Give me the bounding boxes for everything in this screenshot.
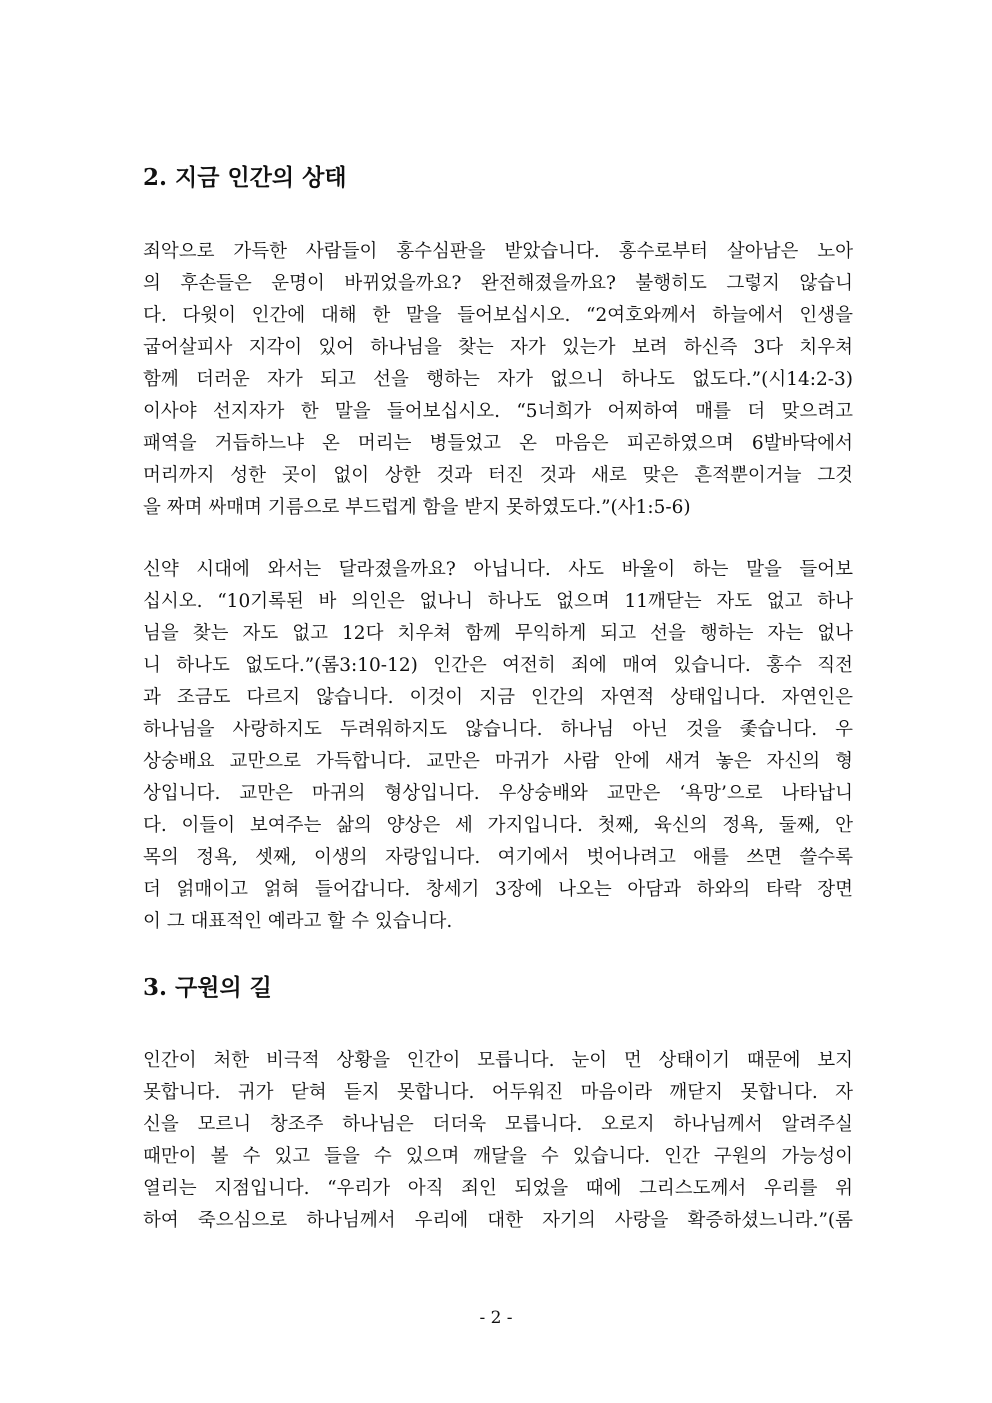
paragraph-line: 이사야 선지자가 한 말을 들어보십시오. “5너희가 어찌하여 매를 더 맞으려고 — [143, 401, 853, 422]
paragraph-line: 신약 시대에 와서는 달라졌을까요? 아닙니다. 사도 바울이 하는 말을 들어보 — [143, 559, 853, 580]
paragraph-line: 못합니다. 귀가 닫혀 듣지 못합니다. 어두워진 마음이라 깨닫지 못합니다. 자 — [143, 1082, 853, 1103]
paragraph-flood-and-prophets — [143, 236, 853, 524]
paragraph-line: 함께 더러운 자가 되고 선을 행하는 자가 없으니 하나도 없도다.”(시14:2-3) — [143, 369, 853, 390]
paragraph-line: 상입니다. 교만은 마귀의 형상입니다. 우상숭배와 교만은 ‘욕망’으로 나타납니 — [143, 783, 853, 804]
paragraph-line: 더 얽매이고 얽혀 들어갑니다. 창세기 3장에 나오는 아담과 하와의 타락 장면 — [143, 879, 853, 900]
paragraph-new-testament — [143, 554, 853, 938]
paragraph-line: 니 하나도 없도다.”(롬3:10-12) 인간은 여전히 죄에 매여 있습니다. 홍수 직전 — [143, 655, 853, 676]
page-number: - 2 - — [479, 1308, 513, 1328]
paragraph-line: 신을 모르니 창조주 하나님은 더더욱 모릅니다. 오로지 하나님께서 알려주실 — [143, 1114, 853, 1135]
paragraph-line: 님을 찾는 자도 없고 12다 치우쳐 함께 무익하게 되고 선을 행하는 자는 없나 — [143, 623, 853, 644]
paragraph-line: 을 짜며 싸매며 기름으로 부드럽게 함을 받지 못하였도다.”(사1:5-6) — [143, 497, 691, 518]
paragraph-line: 목의 정욕, 셋째, 이생의 자랑입니다. 여기에서 벗어나려고 애를 쓰면 쓸수록 — [143, 847, 853, 868]
paragraph-line: 머리까지 성한 곳이 없이 상한 것과 터진 것과 새로 맞은 흔적뿐이거늘 그것 — [143, 465, 853, 486]
paragraph-line: 열리는 지점입니다. “우리가 아직 죄인 되었을 때에 그리스도께서 우리를 위 — [143, 1178, 853, 1199]
section-heading-way-of-salvation: 3. 구원의 길 — [143, 974, 272, 1001]
paragraph-line: 패역을 거듭하느냐 온 머리는 병들었고 온 마음은 피곤하였으며 6발바닥에서 — [143, 433, 853, 454]
paragraph-line: 의 후손들은 운명이 바뀌었을까요? 완전해졌을까요? 불행히도 그렇지 않습니 — [143, 273, 853, 294]
section-heading-current-human-state: 2. 지금 인간의 상태 — [143, 164, 347, 191]
paragraph-line: 상숭배요 교만으로 가득합니다. 교만은 마귀가 사람 안에 새겨 놓은 자신의 형 — [143, 751, 853, 772]
paragraph-line: 하나님을 사랑하지도 두려워하지도 않습니다. 하나님 아닌 것을 좇습니다. 우 — [143, 719, 853, 740]
paragraph-line: 인간이 처한 비극적 상황을 인간이 모릅니다. 눈이 먼 상태이기 때문에 보지 — [143, 1050, 853, 1071]
paragraph-line: 굽어살피사 지각이 있어 하나님을 찾는 자가 있는가 보려 하신즉 3다 치우쳐 — [143, 337, 853, 358]
paragraph-line: 다. 다윗이 인간에 대해 한 말을 들어보십시오. “2여호와께서 하늘에서 인생을 — [143, 305, 853, 326]
paragraph-line: 이 그 대표적인 예라고 할 수 있습니다. — [143, 911, 453, 932]
paragraph-line: 십시오. “10기록된 바 의인은 없나니 하나도 없으며 11깨닫는 자도 없고 하나 — [143, 591, 853, 612]
paragraph-line: 과 조금도 다르지 않습니다. 이것이 지금 인간의 자연적 상태입니다. 자연인은 — [143, 687, 853, 708]
paragraph-line: 하여 죽으심으로 하나님께서 우리에 대한 자기의 사랑을 확증하셨느니라.”(롬 — [143, 1210, 853, 1231]
paragraph-way-of-salvation — [143, 1045, 853, 1237]
paragraph-line: 다. 이들이 보여주는 삶의 양상은 세 가지입니다. 첫째, 육신의 정욕, 둘째, 안 — [143, 815, 853, 836]
paragraph-line: 때만이 볼 수 있고 들을 수 있으며 깨달을 수 있습니다. 인간 구원의 가능성이 — [143, 1146, 853, 1167]
paragraph-line: 죄악으로 가득한 사람들이 홍수심판을 받았습니다. 홍수로부터 살아남은 노아 — [143, 241, 853, 262]
